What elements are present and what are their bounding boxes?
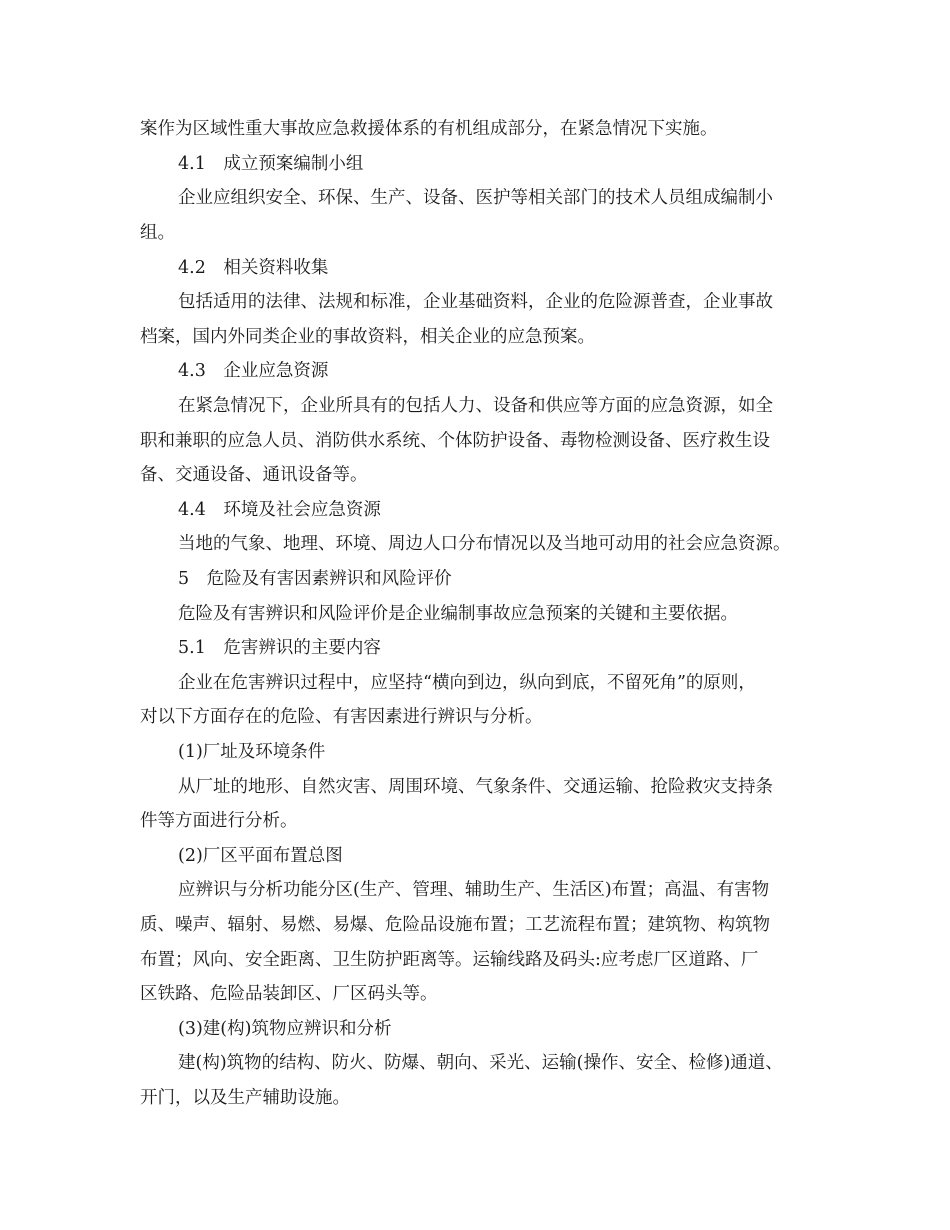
paragraph-line: 区铁路、危险品装卸区、厂区码头等。 [140,984,438,1004]
list-heading-3: (3)建(构)筑物应辨识和分析 [178,1019,392,1039]
paragraph-line: 对以下方面存在的危险、有害因素进行辨识与分析。 [140,707,543,727]
paragraph-line: 从厂址的地形、自然灾害、周围环境、气象条件、交通运输、抢险救灾支持条 [178,777,773,797]
paragraph-line: 建(构)筑物的结构、防火、防爆、朝向、采光、运输(操作、安全、检修)通道、 [178,1053,783,1073]
section-heading-4-1: 4.1 成立预案编制小组 [178,154,364,174]
section-heading-4-4: 4.4 环境及社会应急资源 [178,500,381,520]
paragraph-line: 质、噪声、辐射、易燃、易爆、危险品设施布置；工艺流程布置；建筑物、构筑物 [140,915,770,935]
paragraph-line: 案作为区域性重大事故应急救援体系的有机组成部分，在紧急情况下实施。 [140,119,718,139]
list-heading-2: (2)厂区平面布置总图 [178,846,343,866]
paragraph-line: 当地的气象、地理、环境、周边人口分布情况以及当地可动用的社会应急资源。 [178,534,791,554]
section-heading-4-3: 4.3 企业应急资源 [178,361,329,381]
section-heading-5-1: 5.1 危害辨识的主要内容 [178,638,381,658]
paragraph-line: 备、交通设备、通讯设备等。 [140,465,368,485]
paragraph-line: 职和兼职的应急人员、消防供水系统、个体防护设备、毒物检测设备、医疗救生设 [140,431,770,451]
paragraph-line: 布置；风向、安全距离、卫生防护距离等。运输线路及码头:应考虑厂区道路、厂 [140,950,759,970]
section-heading-5: 5 危险及有害因素辨识和风险评价 [178,569,452,589]
paragraph-line: 危险及有害辨识和风险评价是企业编制事故应急预案的关键和主要依据。 [178,604,738,624]
paragraph-line: 组。 [140,223,175,243]
paragraph-line: 件等方面进行分析。 [140,811,298,831]
list-heading-1: (1)厂址及环境条件 [178,742,326,762]
paragraph-line: 企业应组织安全、环保、生产、设备、医护等相关部门的技术人员组成编制小 [178,188,773,208]
section-heading-4-2: 4.2 相关资料收集 [178,258,329,278]
paragraph-line: 在紧急情况下，企业所具有的包括人力、设备和供应等方面的应急资源，如全 [178,396,773,416]
paragraph-line: 开门，以及生产辅助设施。 [140,1088,350,1108]
paragraph-line: 应辨识与分析功能分区(生产、管理、辅助生产、生活区)布置；高温、有害物 [178,880,770,900]
paragraph-line: 档案，国内外同类企业的事故资料，相关企业的应急预案。 [140,327,595,347]
paragraph-line: 包括适用的法律、法规和标准，企业基础资料，企业的危险源普查，企业事故 [178,292,773,312]
paragraph-line: 企业在危害辨识过程中，应坚持“横向到边，纵向到底，不留死角”的原则， [178,673,756,693]
